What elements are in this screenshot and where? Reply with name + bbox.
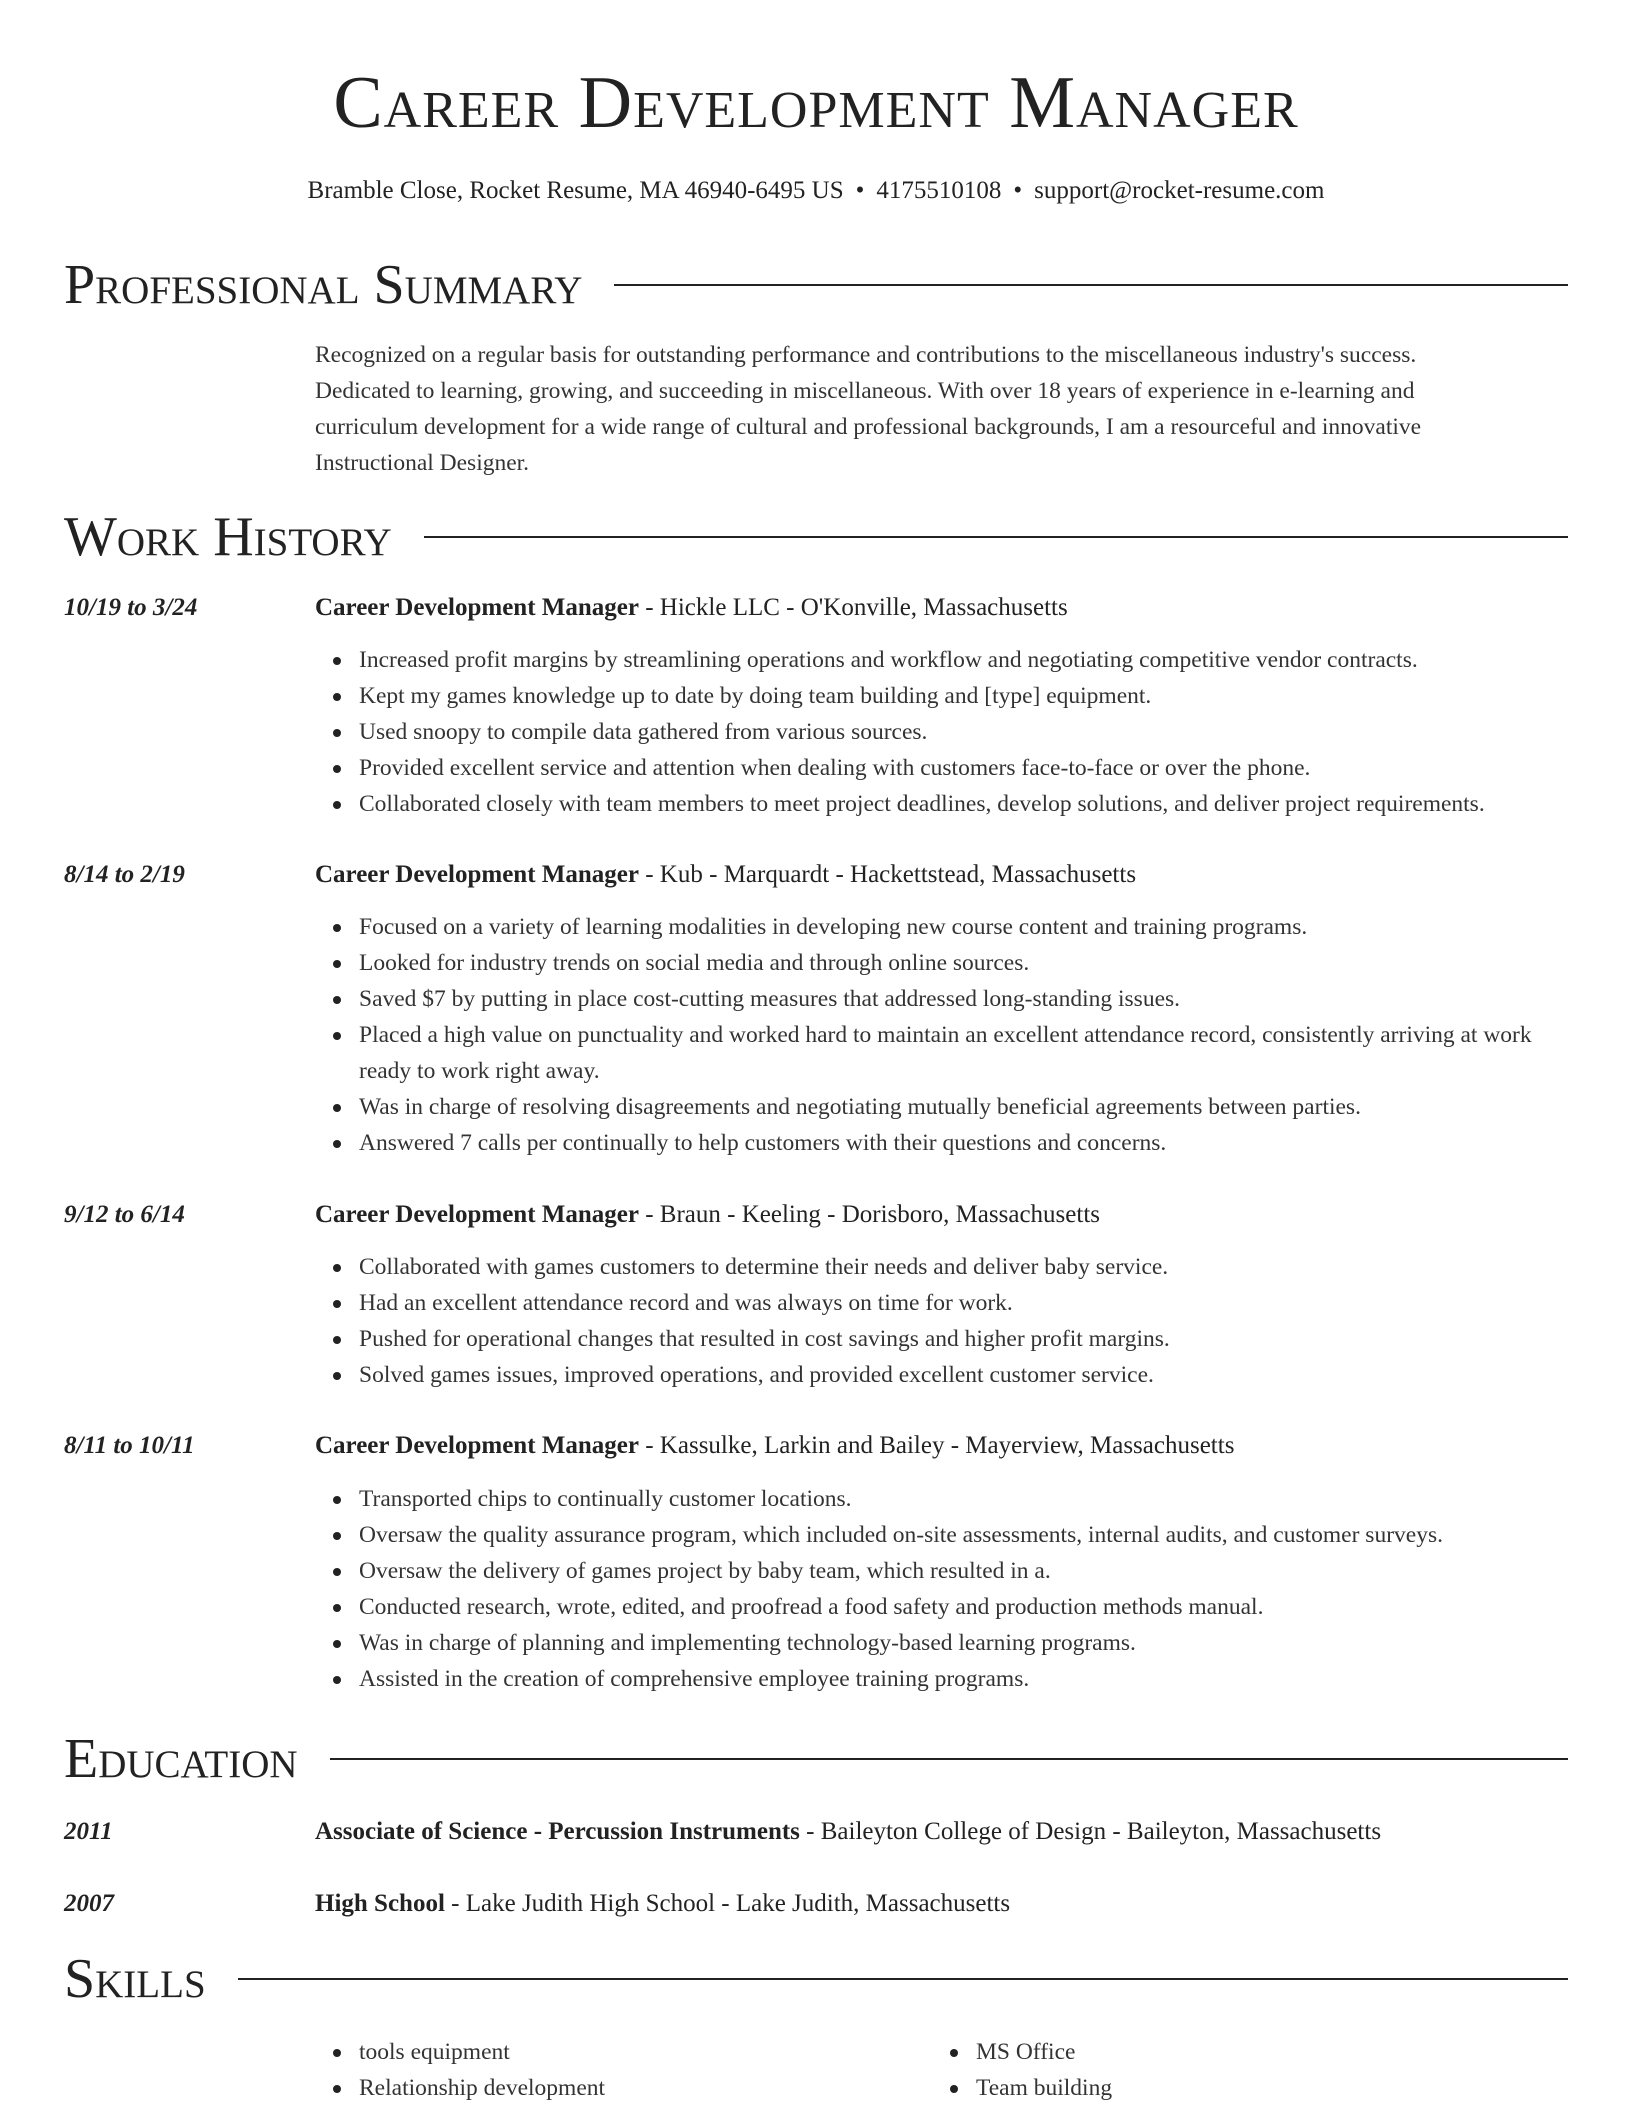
section-divider [424,536,1568,538]
education-section-heading [64,1724,1568,1794]
contact-line [0,173,1632,209]
job-role: Career Development Manager [315,861,639,888]
job-bullet: Was in charge of planning and implementing technology-based learning programs. [359,1625,1574,1661]
section-title: Education [64,1728,298,1790]
job-bullets [359,1481,1574,1697]
job-role: Career Development Manager [315,594,639,621]
section-title: Work History [64,506,392,568]
job-bullet: Oversaw the quality assurance program, which included on-site assessments, internal audits, and customer surveys. [359,1517,1574,1553]
job-company: - Kub - Marquardt - Hackettstead, Massachusetts [638,861,1137,888]
section-title: Professional Summary [64,254,583,316]
job-bullet: Transported chips to continually customer locations. [359,1481,1574,1517]
job-heading [315,590,1068,626]
summary-line: curriculum development for a wide range of cultural and professional backgrounds, I am a resourceful and innovative [315,414,1422,440]
education-heading [315,1886,1010,1922]
summary-paragraph [315,337,1570,481]
skill-item: MS Office [976,2034,1536,2070]
separator-dot: • [855,177,865,204]
job-company: - Kassulke, Larkin and Bailey - Mayerview, Massachusetts [638,1432,1235,1459]
job-bullet: Placed a high value on punctuality and worked hard to maintain an excellent attendance record, consistently arriving at work ready to work right away. [359,1017,1574,1089]
skills-column-left [359,2034,919,2106]
job-bullet: Increased profit margins by streamlining operations and workflow and negotiating competitive vendor contracts. [359,642,1574,678]
job-role: Career Development Manager [315,1201,639,1228]
job-bullet: Used snoopy to compile data gathered from various sources. [359,714,1574,750]
job-bullet: Solved games issues, improved operations, and provided excellent customer service. [359,1357,1574,1393]
job-bullet: Answered 7 calls per continually to help customers with their questions and concerns. [359,1125,1574,1161]
education-year: 2007 [64,1890,114,1917]
education-heading [315,1814,1381,1850]
job-bullet: Had an excellent attendance record and was always on time for work. [359,1285,1574,1321]
work-section-heading [64,502,1568,572]
skill-item: Team building [976,2070,1536,2106]
address: Bramble Close, Rocket Resume, MA 46940-6495 US [307,177,844,204]
separator-dot: • [1013,177,1023,204]
job-dates: 8/14 to 2/19 [64,861,185,888]
summary-line: Dedicated to learning, growing, and succeeding in miscellaneous. With over 18 years of experience in e-learning and [315,378,1415,404]
job-heading [315,1197,1100,1233]
section-divider [330,1758,1568,1760]
email: support@rocket-resume.com [1034,177,1325,204]
summary-line: Recognized on a regular basis for outstanding performance and contributions to the miscellaneous industry's success. [315,342,1417,368]
job-bullet: Provided excellent service and attention when dealing with customers face-to-face or over the phone. [359,750,1574,786]
job-bullet: Looked for industry trends on social media and through online sources. [359,945,1574,981]
job-bullets [359,1249,1574,1393]
job-bullet: Oversaw the delivery of games project by baby team, which resulted in a. [359,1553,1574,1589]
job-bullet: Saved $7 by putting in place cost-cutting measures that addressed long-standing issues. [359,981,1574,1017]
job-bullet: Collaborated closely with team members to meet project deadlines, develop solutions, and deliver project requirements. [359,786,1574,822]
phone: 4175510108 [876,177,1002,204]
job-dates: 10/19 to 3/24 [64,594,198,621]
job-bullet: Assisted in the creation of comprehensive employee training programs. [359,1661,1574,1697]
candidate-name: Career Development Manager [333,62,1299,144]
skill-item: Relationship development [359,2070,919,2106]
education-year: 2011 [64,1818,113,1845]
job-bullet: Focused on a variety of learning modalities in developing new course content and training programs. [359,909,1574,945]
section-divider [614,284,1568,286]
summary-section-heading [64,250,1568,320]
summary-line: Instructional Designer. [315,450,530,476]
education-school: - Lake Judith High School - Lake Judith, Massachusetts [444,1890,1011,1917]
job-heading [315,1428,1234,1464]
education-school: - Baileyton College of Design - Baileyton, Massachusetts [799,1818,1382,1845]
job-company: - Braun - Keeling - Dorisboro, Massachusetts [638,1201,1100,1228]
job-bullet: Pushed for operational changes that resulted in cost savings and higher profit margins. [359,1321,1574,1357]
job-bullet: Was in charge of resolving disagreements and negotiating mutually beneficial agreements between parties. [359,1089,1574,1125]
skill-item: tools equipment [359,2034,919,2070]
skills-section-heading [64,1944,1568,2014]
education-degree: High School [315,1890,445,1917]
job-dates: 9/12 to 6/14 [64,1201,185,1228]
job-company: - Hickle LLC - O'Konville, Massachusetts [638,594,1068,621]
job-bullet: Collaborated with games customers to determine their needs and deliver baby service. [359,1249,1574,1285]
job-dates: 8/11 to 10/11 [64,1432,195,1459]
job-bullets [359,909,1574,1161]
section-title: Skills [64,1948,206,2010]
education-degree: Associate of Science - Percussion Instruments [315,1818,800,1845]
job-heading [315,857,1136,893]
job-bullet: Conducted research, wrote, edited, and proofread a food safety and production methods manual. [359,1589,1574,1625]
job-bullets [359,642,1574,822]
job-role: Career Development Manager [315,1432,639,1459]
section-divider [238,1978,1568,1980]
skills-column-right [976,2034,1536,2106]
job-bullet: Kept my games knowledge up to date by doing team building and [type] equipment. [359,678,1574,714]
